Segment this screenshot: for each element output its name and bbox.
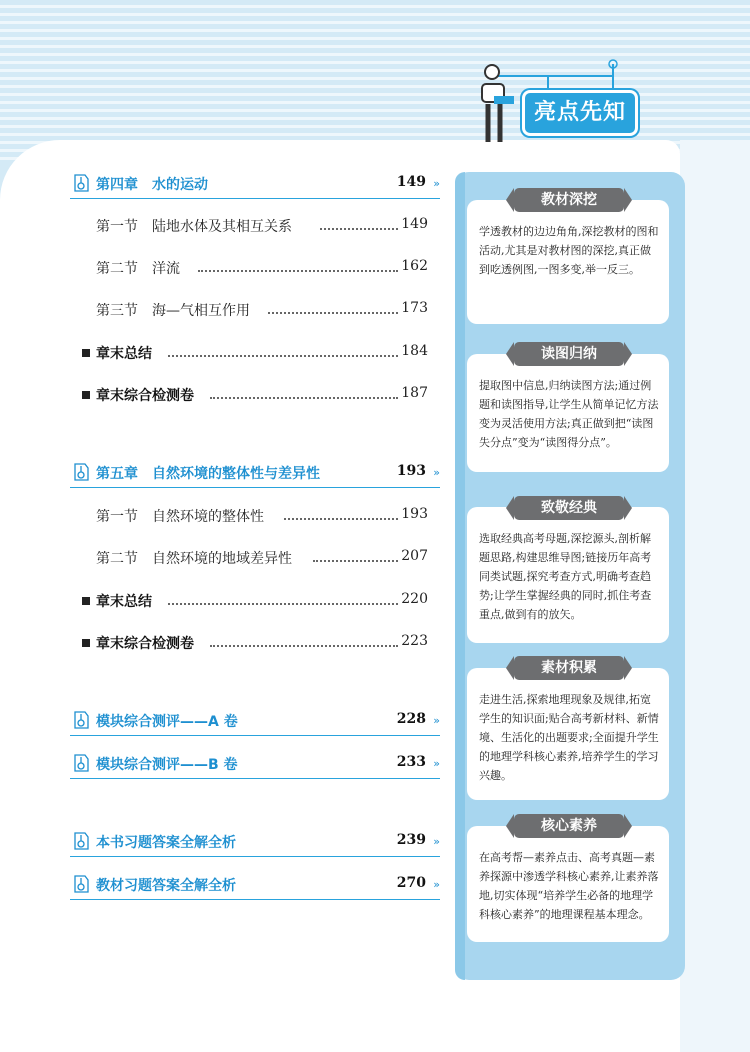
bulb-icon bbox=[72, 711, 90, 731]
card-core-literacy bbox=[467, 826, 669, 942]
leader-dots bbox=[268, 312, 398, 314]
toc-section[interactable] bbox=[70, 546, 440, 572]
card-text: 走进生活,探索地理现象及规律,拓宽学生的知识面;贴合高考新材料、新情境、生活化的出题要求;全面提升学生的地理学科核心素养,培养学生的学习兴趣。 bbox=[479, 693, 659, 782]
toc-page: 149 bbox=[396, 174, 426, 190]
card-title: 核心素养 bbox=[514, 814, 624, 838]
toc-label: 第一节 陆地水体及其相互关系 bbox=[96, 219, 292, 235]
arrow-icon: » bbox=[433, 177, 440, 190]
toc-label: 第二节 洋流 bbox=[96, 261, 180, 277]
bulb-icon bbox=[72, 832, 90, 852]
bullet-icon bbox=[82, 639, 90, 647]
card-text: 提取图中信息,归纳读图方法;通过例题和读图指导,让学生从简单记忆方法变为灵活使用方法;真正做到把“读图失分点”变为“读图得分点”。 bbox=[479, 379, 659, 449]
toc-section[interactable] bbox=[70, 256, 440, 282]
bulb-icon bbox=[72, 875, 90, 895]
toc-section[interactable] bbox=[70, 214, 440, 240]
arrow-icon: » bbox=[433, 466, 440, 479]
toc-chapter-4[interactable] bbox=[70, 172, 440, 199]
toc-label: 第四章 水的运动 bbox=[96, 177, 208, 193]
bullet-icon bbox=[82, 391, 90, 399]
toc-label: 本书习题答案全解全析 bbox=[96, 835, 236, 851]
toc-page: 162 bbox=[401, 258, 428, 274]
leader-dots bbox=[168, 355, 398, 357]
card-classics bbox=[467, 507, 669, 643]
bulb-icon bbox=[72, 174, 90, 194]
card-title: 素材积累 bbox=[514, 656, 624, 680]
bulb-icon bbox=[72, 754, 90, 774]
bullet-icon bbox=[82, 349, 90, 357]
leader-dots bbox=[210, 397, 398, 399]
toc-test-a[interactable] bbox=[70, 709, 440, 736]
toc-summary[interactable] bbox=[70, 383, 440, 409]
toc-page: 207 bbox=[401, 548, 428, 564]
toc-label: 章末综合检测卷 bbox=[96, 636, 194, 652]
toc-page: 223 bbox=[401, 633, 428, 649]
arrow-icon: » bbox=[433, 714, 440, 727]
toc-page: 193 bbox=[396, 463, 426, 479]
toc-book-answers[interactable] bbox=[70, 830, 440, 857]
card-text: 选取经典高考母题,深挖源头,剖析解题思路,构建思维导图;链接历年高考同类试题,探究考查方式,明确考查趋势;让学生掌握经典的同时,抓住考查重点,做到有的放矢。 bbox=[479, 532, 652, 621]
toc-summary[interactable] bbox=[70, 631, 440, 657]
toc-page: 233 bbox=[396, 754, 426, 770]
toc-label: 第五章 自然环境的整体性与差异性 bbox=[96, 466, 320, 482]
toc-chapter-5[interactable] bbox=[70, 461, 440, 488]
toc-label: 章末总结 bbox=[96, 346, 152, 362]
toc-section[interactable] bbox=[70, 298, 440, 324]
card-textbook-dig bbox=[467, 200, 669, 324]
leader-dots bbox=[198, 270, 398, 272]
card-map-reading bbox=[467, 354, 669, 472]
header-stripes bbox=[0, 0, 750, 160]
card-text: 在高考帮—素养点击、高考真题—素养探源中渗透学科核心素养,让素养落地,切实体现“培养学生必备的地理学科核心素养”的地理课程基本理念。 bbox=[479, 851, 659, 921]
toc-section[interactable] bbox=[70, 504, 440, 530]
toc-label: 教材习题答案全解全析 bbox=[96, 878, 236, 894]
toc-page: 149 bbox=[401, 216, 428, 232]
toc-page: 193 bbox=[401, 506, 428, 522]
bulb-icon bbox=[72, 463, 90, 483]
leader-dots bbox=[284, 518, 398, 520]
toc-label: 模块综合测评——B 卷 bbox=[96, 757, 238, 773]
toc-summary[interactable] bbox=[70, 589, 440, 615]
leader-dots bbox=[320, 228, 398, 230]
banner-title: 亮点先知 bbox=[522, 90, 638, 136]
toc-page: 187 bbox=[401, 385, 428, 401]
toc-label: 章末综合检测卷 bbox=[96, 388, 194, 404]
toc-textbook-answers[interactable] bbox=[70, 873, 440, 900]
card-materials bbox=[467, 668, 669, 800]
leader-dots bbox=[168, 603, 398, 605]
toc-page: 184 bbox=[401, 343, 428, 359]
toc-label: 第二节 自然环境的地域差异性 bbox=[96, 551, 292, 567]
right-margin bbox=[680, 140, 750, 1052]
toc-page: 228 bbox=[396, 711, 426, 727]
toc-test-b[interactable] bbox=[70, 752, 440, 779]
leader-dots bbox=[313, 560, 398, 562]
card-title: 读图归纳 bbox=[514, 342, 624, 366]
toc-label: 第三节 海—气相互作用 bbox=[96, 303, 250, 319]
arrow-icon: » bbox=[433, 757, 440, 770]
toc-page: 173 bbox=[401, 300, 428, 316]
card-title: 教材深挖 bbox=[514, 188, 624, 212]
toc-label: 第一节 自然环境的整体性 bbox=[96, 509, 264, 525]
toc-page: 270 bbox=[396, 875, 426, 891]
toc-summary[interactable] bbox=[70, 341, 440, 367]
arrow-icon: » bbox=[433, 835, 440, 848]
toc-page: 239 bbox=[396, 832, 426, 848]
toc-label: 模块综合测评——A 卷 bbox=[96, 714, 238, 730]
toc-page: 220 bbox=[401, 591, 428, 607]
card-text: 学透教材的边边角角,深挖教材的图和活动,尤其是对教材图的深挖,真正做到吃透例图,一图多变,举一反三。 bbox=[479, 225, 659, 276]
leader-dots bbox=[210, 645, 398, 647]
toc-label: 章末总结 bbox=[96, 594, 152, 610]
card-title: 致敬经典 bbox=[514, 496, 624, 520]
arrow-icon: » bbox=[433, 878, 440, 891]
bullet-icon bbox=[82, 597, 90, 605]
